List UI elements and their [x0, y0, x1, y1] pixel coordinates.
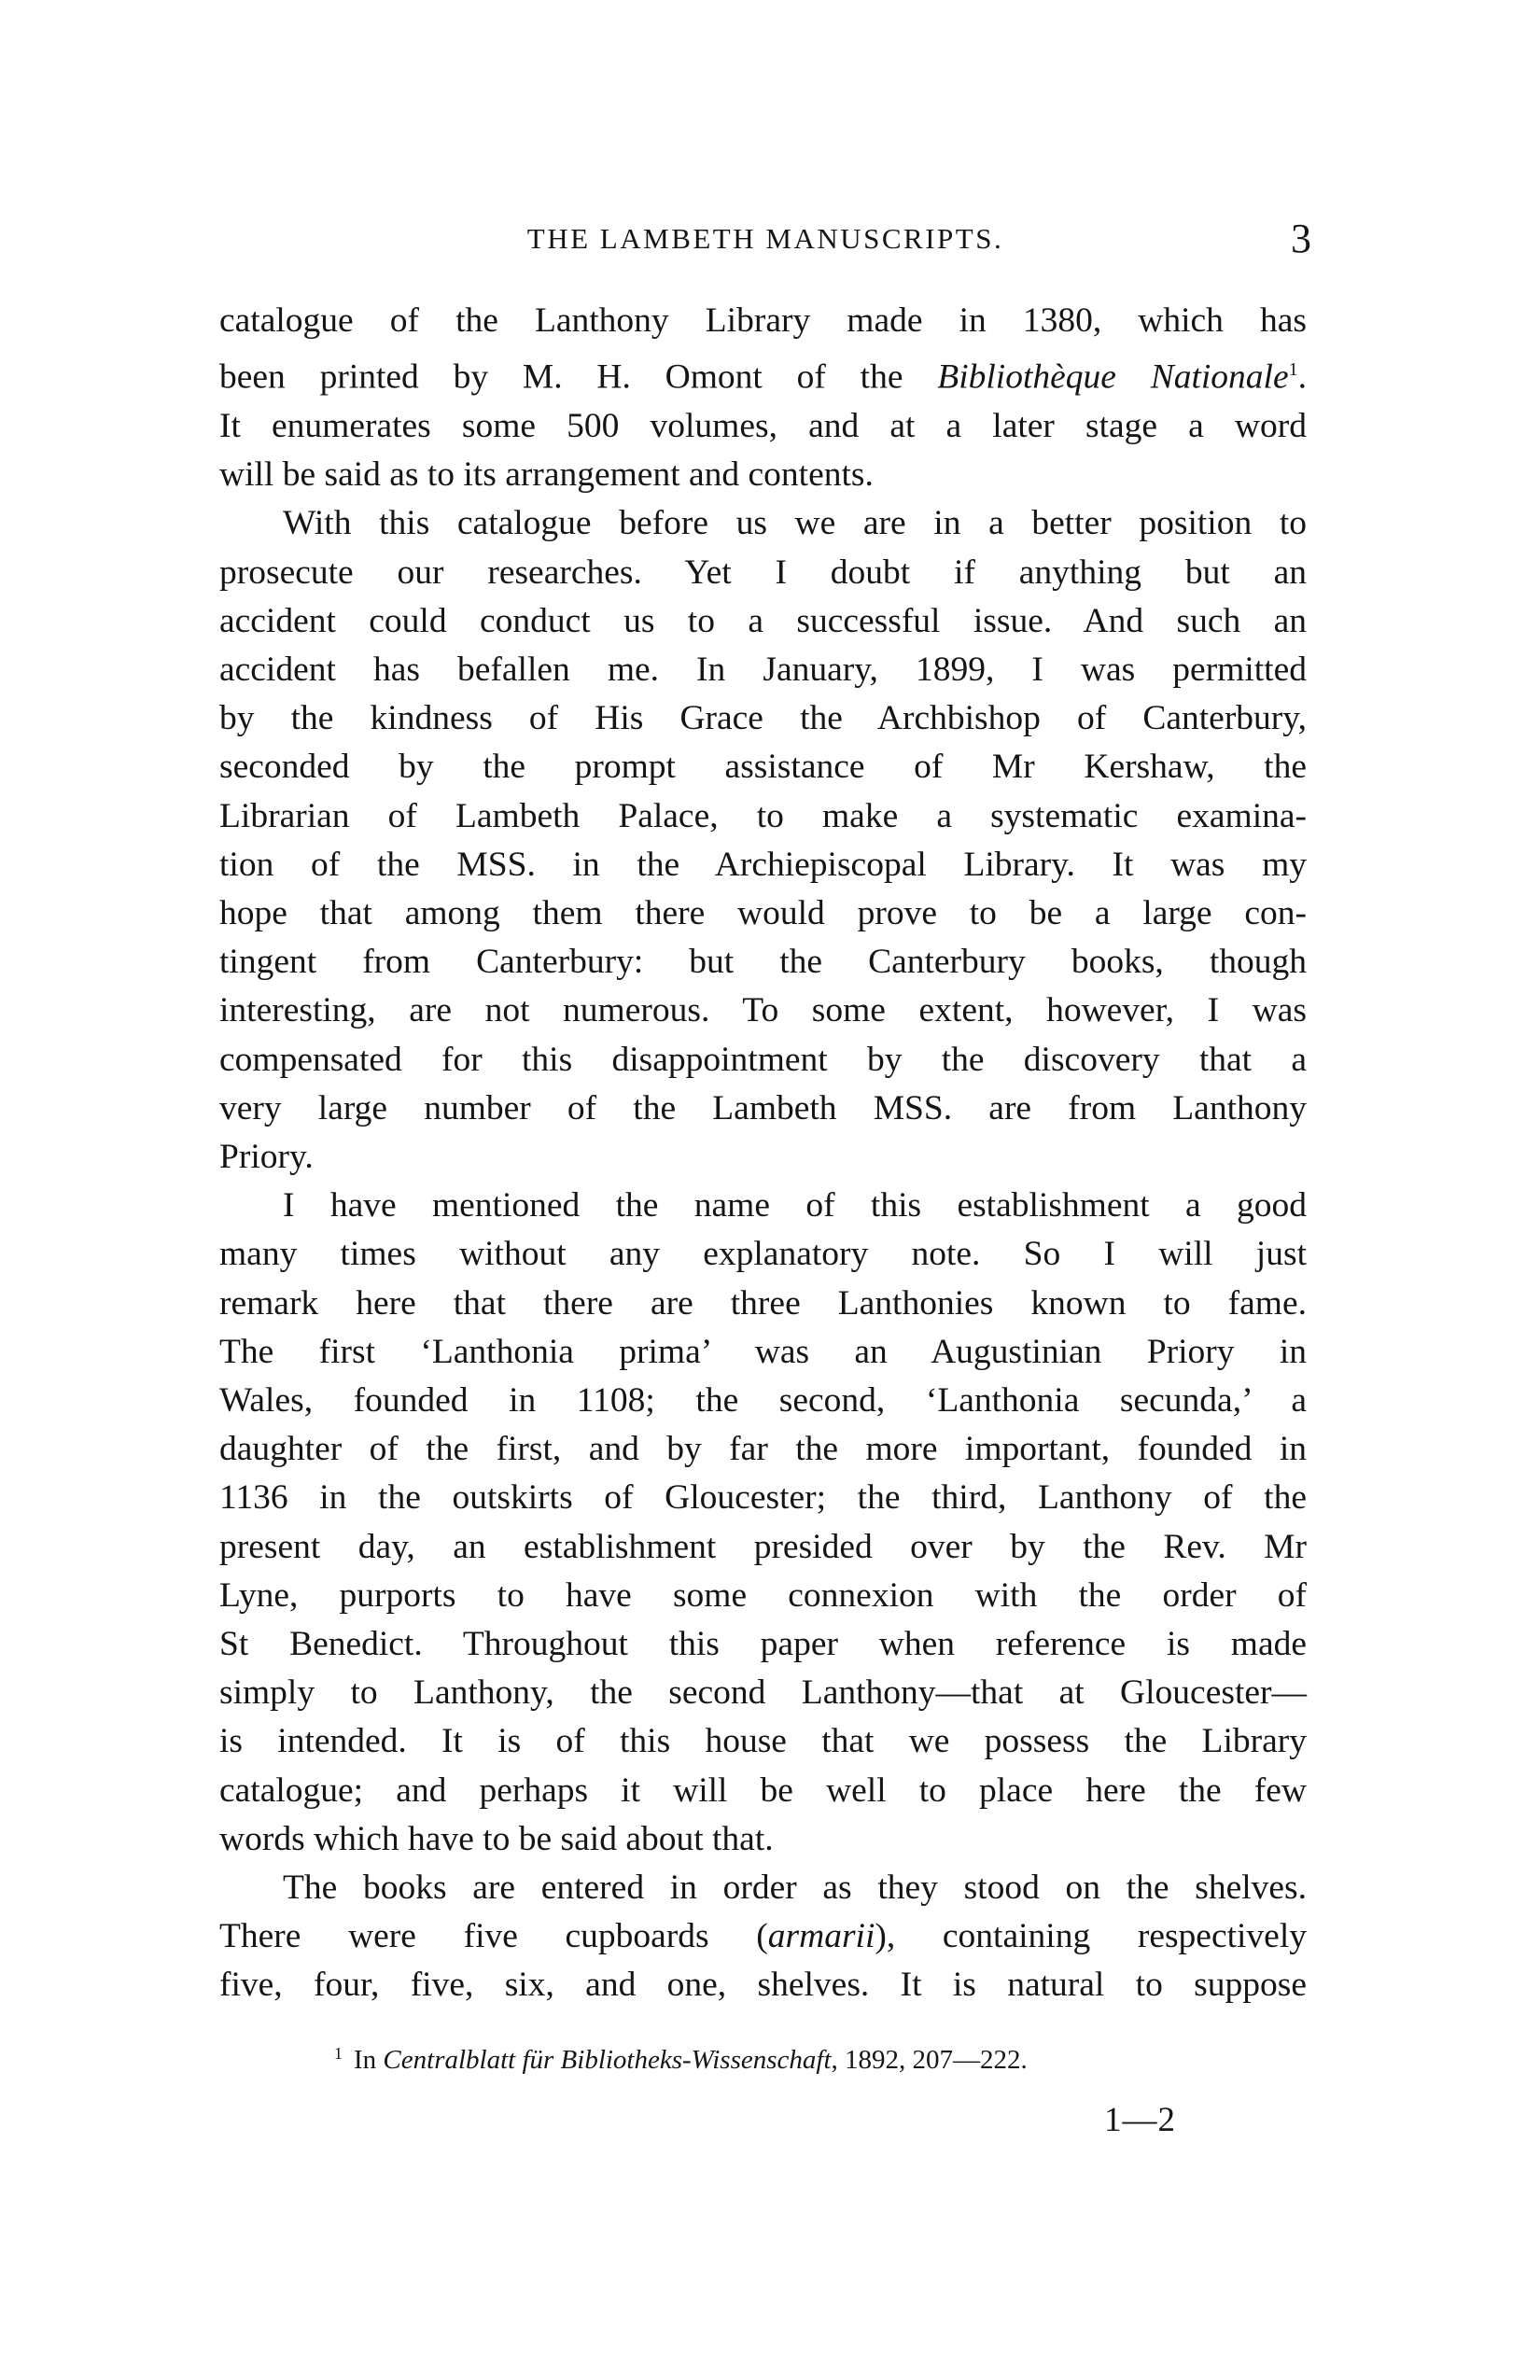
paragraph-4: [219, 1864, 1307, 2010]
text-line: been printed by M. H. Omont of the Bibliothèque Nationale$^1$.: [219, 357, 1307, 397]
text-line: by the kindness of His Grace the Archbishop of Canterbury,: [219, 699, 1307, 738]
text-line: is intended. It is of this house that we possess the Library: [219, 1722, 1307, 1761]
text-line: catalogue of the Lanthony Library made in 1380, which has: [219, 301, 1307, 340]
text-line: very large number of the Lambeth MSS. are from Lanthony: [219, 1088, 1307, 1127]
footnote-ref: 1: [1288, 359, 1298, 381]
text-line: simply to Lanthony, the second Lanthony—that at Gloucester—: [219, 1673, 1307, 1713]
running-title: THE LAMBETH MANUSCRIPTS.: [526, 222, 1004, 255]
text-line: Lyne, purports to have some connexion with the order of: [219, 1575, 1307, 1615]
italic-title: Bibliothèque Nationale: [937, 357, 1289, 397]
text-line: accident could conduct us to a successful issue. And such an: [219, 601, 1307, 640]
text-line: prosecute our researches. Yet I doubt if anything but an: [219, 553, 1307, 592]
text-line: hope that among them there would prove to be a large con-: [219, 893, 1307, 932]
body-text: [219, 297, 1307, 2010]
italic-term: armarii: [767, 1917, 875, 1956]
text-line: I have mentioned the name of this establishment a good: [283, 1186, 1307, 1225]
text-line: five, four, five, six, and one, shelves. It is natural to suppose: [219, 1966, 1307, 2005]
text-line: interesting, are not numerous. To some extent, however, I was: [219, 991, 1307, 1030]
page-number: 3: [1291, 216, 1311, 261]
text-line: will be said as to its arrangement and contents.: [219, 455, 874, 495]
footnote-journal: Centralblatt für Bibliotheks-Wissenschaft: [383, 2045, 832, 2075]
text-line: It enumerates some 500 volumes, and at a later stage a word: [219, 406, 1307, 445]
text-line: catalogue; and perhaps it will be well to place here the few: [219, 1771, 1307, 1810]
text-line: tingent from Canterbury: but the Canterbury books, though: [219, 943, 1307, 982]
text-line: present day, an establishment presided over by the Rev. Mr: [219, 1527, 1307, 1566]
signature-mark: 1—2: [1104, 2101, 1176, 2139]
text-line: The first ‘Lanthonia prima’ was an Augustinian Priory in: [219, 1332, 1307, 1371]
text-line: many times without any explanatory note. So I will just: [219, 1235, 1307, 1274]
text-line: There were five cupboards (armarii), containing respectively: [219, 1917, 1307, 1956]
paragraph-1: [219, 297, 1307, 499]
text-line: daughter of the first, and by far the more important, founded in: [219, 1430, 1307, 1469]
paragraph-2: [219, 499, 1307, 1182]
footnote-prefix: In: [354, 2045, 377, 2075]
footnote-citation: , 1892, 207—222.: [831, 2045, 1028, 2075]
footnote-marker: 1: [334, 2044, 343, 2063]
text-line: St Benedict. Throughout this paper when reference is made: [219, 1624, 1307, 1663]
paragraph-3: [219, 1182, 1307, 1864]
text-line: remark here that there are three Lanthonies known to fame.: [219, 1283, 1307, 1323]
page-header: [219, 213, 1311, 269]
footnote: [334, 2044, 1028, 2076]
text-line: Wales, founded in 1108; the second, ‘Lanthonia secunda,’ a: [219, 1380, 1307, 1420]
text-line: compensated for this disappointment by the discovery that a: [219, 1040, 1307, 1079]
text-line: Librarian of Lambeth Palace, to make a systematic examina-: [219, 796, 1307, 835]
text-line: words which have to be said about that.: [219, 1819, 774, 1858]
text-line: Priory.: [219, 1137, 314, 1176]
text-line: With this catalogue before us we are in a better position to: [283, 504, 1307, 543]
text-line: The books are entered in order as they stood on the shelves.: [283, 1869, 1307, 1907]
text-line: accident has befallen me. In January, 1899, I was permitted: [219, 650, 1307, 689]
text-line: seconded by the prompt assistance of Mr Kershaw, the: [219, 748, 1307, 787]
text-line: 1136 in the outskirts of Gloucester; the third, Lanthony of the: [219, 1478, 1307, 1518]
text-line: tion of the MSS. in the Archiepiscopal Library. It was my: [219, 845, 1307, 884]
